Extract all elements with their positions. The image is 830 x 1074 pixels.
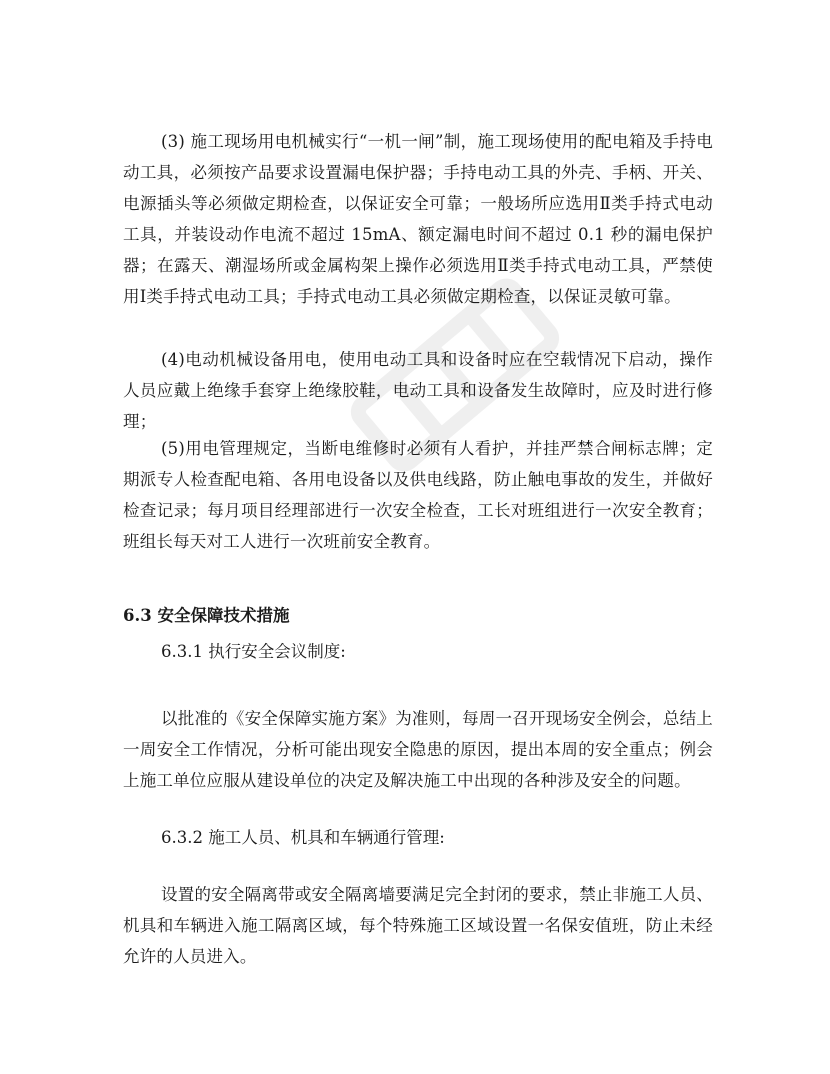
subsection-title-2: 6.3.2 施工人员、机具和车辆通行管理: [161,828,445,847]
section-title: 6.3 安全保障技术措施 [123,606,290,625]
subsection-body-2: 设置的安全隔离带或安全隔离墙要满足完全封闭的要求，禁止非施工人员、机具和车辆进入施工隔离区域，每个特殊施工区域设置一名保安值班，防止未经允许的人员进入。 [123,885,713,966]
subsection-title-1: 6.3.1 执行安全会议制度: [161,642,346,661]
paragraph-5: (5)用电管理规定，当断电维修时必须有人看护，并挂严禁合闸标志牌；定期派专人检查配电箱、各用电设备以及供电线路，防止触电事故的发生，并做好检查记录；每月项目经理部进行一次安全检查，工长对班组进行一次安全教育；班组长每天对工人进行一次班前安全教育。 [123,439,713,551]
paragraph-4: (4)电动机械设备用电，使用电动工具和设备时应在空载情况下启动，操作人员应戴上绝缘手套穿上绝缘胶鞋，电动工具和设备发生故障时，应及时进行修理； [123,350,713,431]
subsection-body-1: 以批准的《安全保障实施方案》为准则，每周一召开现场安全例会，总结上一周安全工作情况，分析可能出现安全隐患的原因，提出本周的安全重点；例会上施工单位应服从建设单位的决定及解决施工中出现的各种涉及安全的问题。 [123,709,713,790]
paragraph-3: (3) 施工现场用电机械实行“一机一闸”制，施工现场使用的配电箱及手持电动工具，必须按产品要求设置漏电保护器；手持电动工具的外壳、手柄、开关、电源插头等必须做定期检查，以保证安全可靠；一般场所应选用Ⅱ类手持式电动工具，并装设动作电流不超过 15mA、额定漏电时间不超过 0.1 秒的漏电保护器；在露天、潮湿场所或金属构架上操作必须选用Ⅱ类手持式电动工具，严禁使用Ⅰ类手持式电动工具；手持式电动工具必须做定期检查，以保证灵敏可靠。 [123,132,713,306]
